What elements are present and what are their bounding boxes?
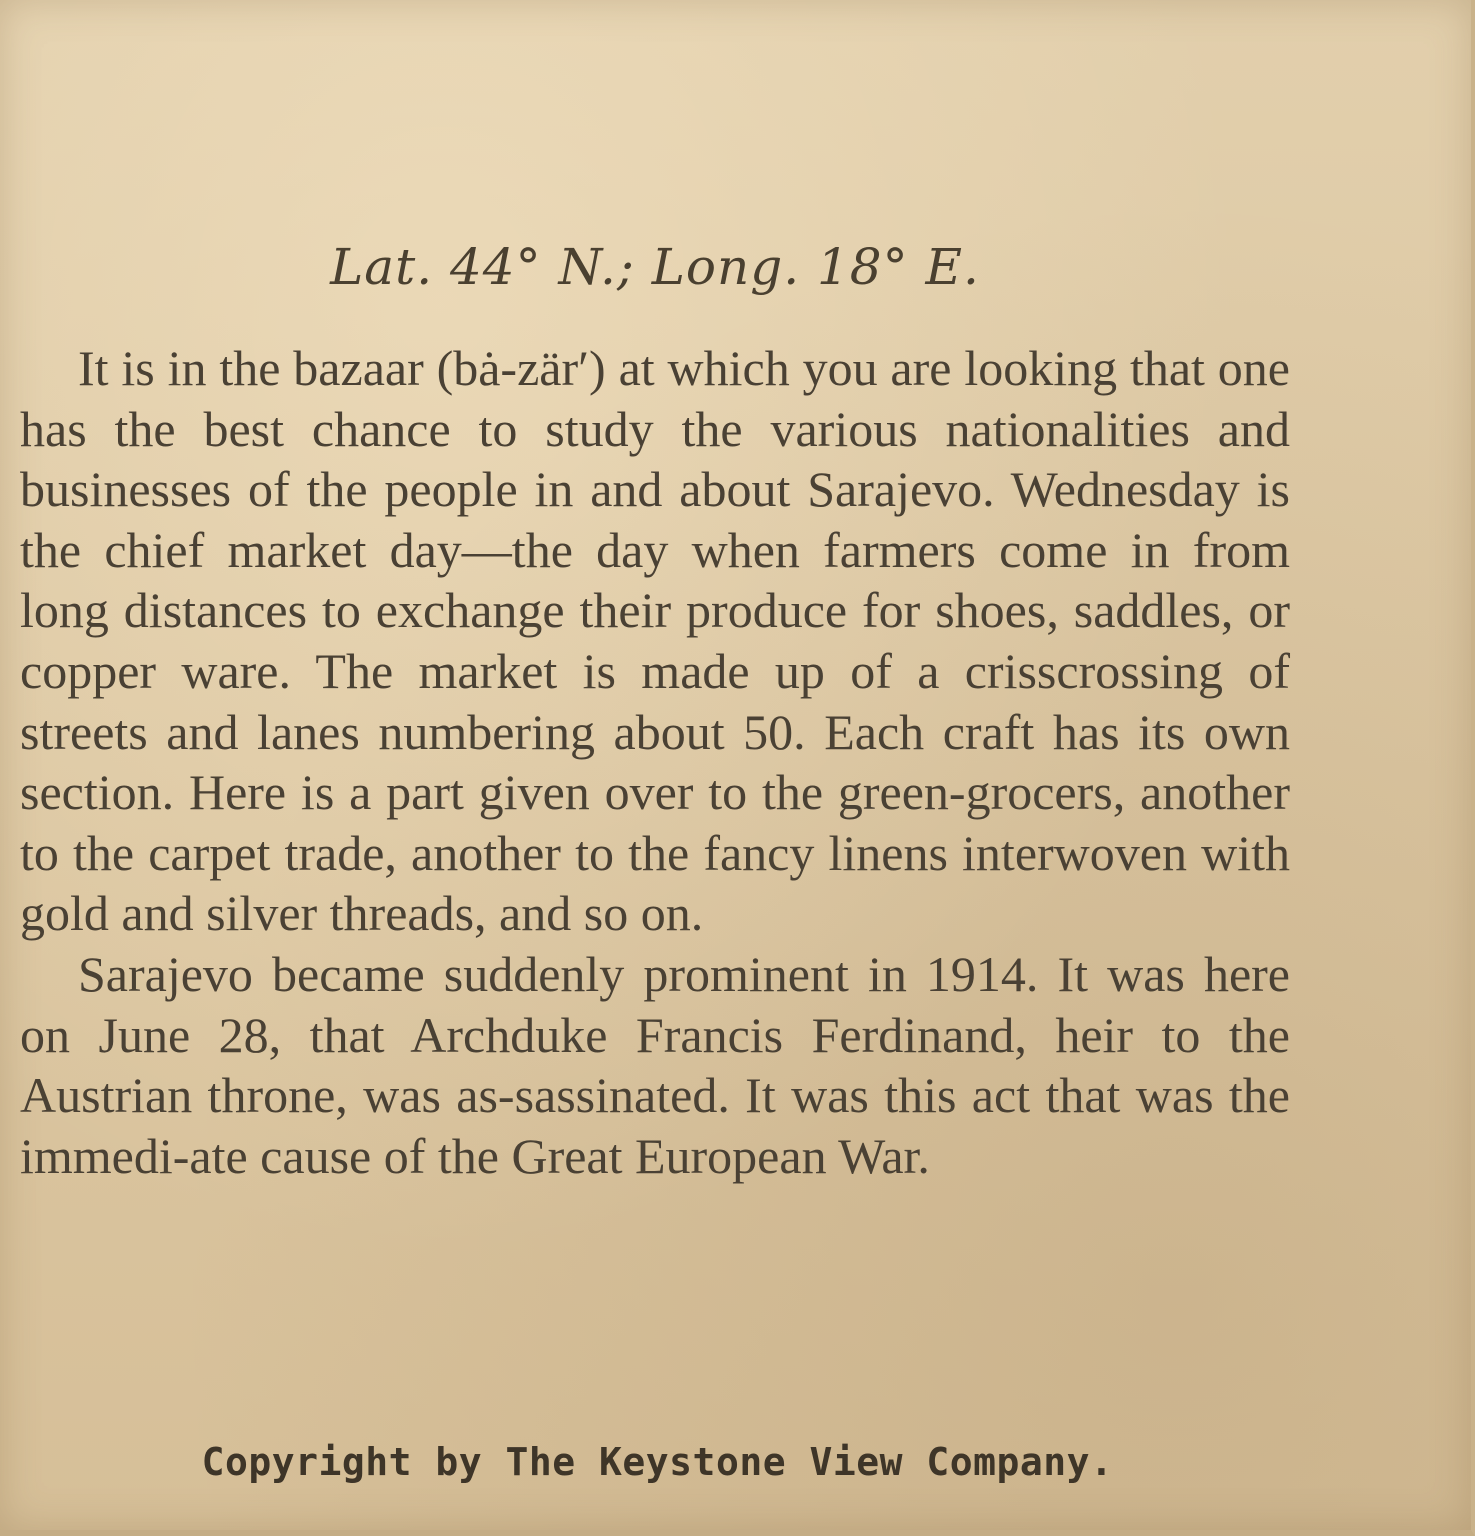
description-text — [20, 338, 1290, 1186]
coordinates-heading: Lat. 44° N.; Long. 18° E. — [330, 238, 980, 296]
paragraph-bazaar: It is in the bazaar (bȧ-zär′) at which you are looking that one has the best chance to study the various nationalities and businesses of the people in and about Sarajevo. Wednesday is the chief market day—the day when farmers come in from long distances to exchange their produce for shoes, saddles, or copper ware. The market is made up of a crisscrossing of streets and lanes numbering about 50. Each craft has its own section. Here is a part given over to the green-grocers, another to the carpet trade, another to the fancy linens interwoven with gold and silver threads, and so on. — [20, 340, 1290, 942]
copyright-line: Copyright by The Keystone View Company. — [201, 1440, 1114, 1484]
paragraph-history: Sarajevo became suddenly prominent in 1914. It was here on June 28, that Archduke Francis Ferdinand, heir to the Austrian throne, was as-sassinated. It was this act that was the immedi-ate cause of the Great European War. — [20, 945, 1290, 1184]
